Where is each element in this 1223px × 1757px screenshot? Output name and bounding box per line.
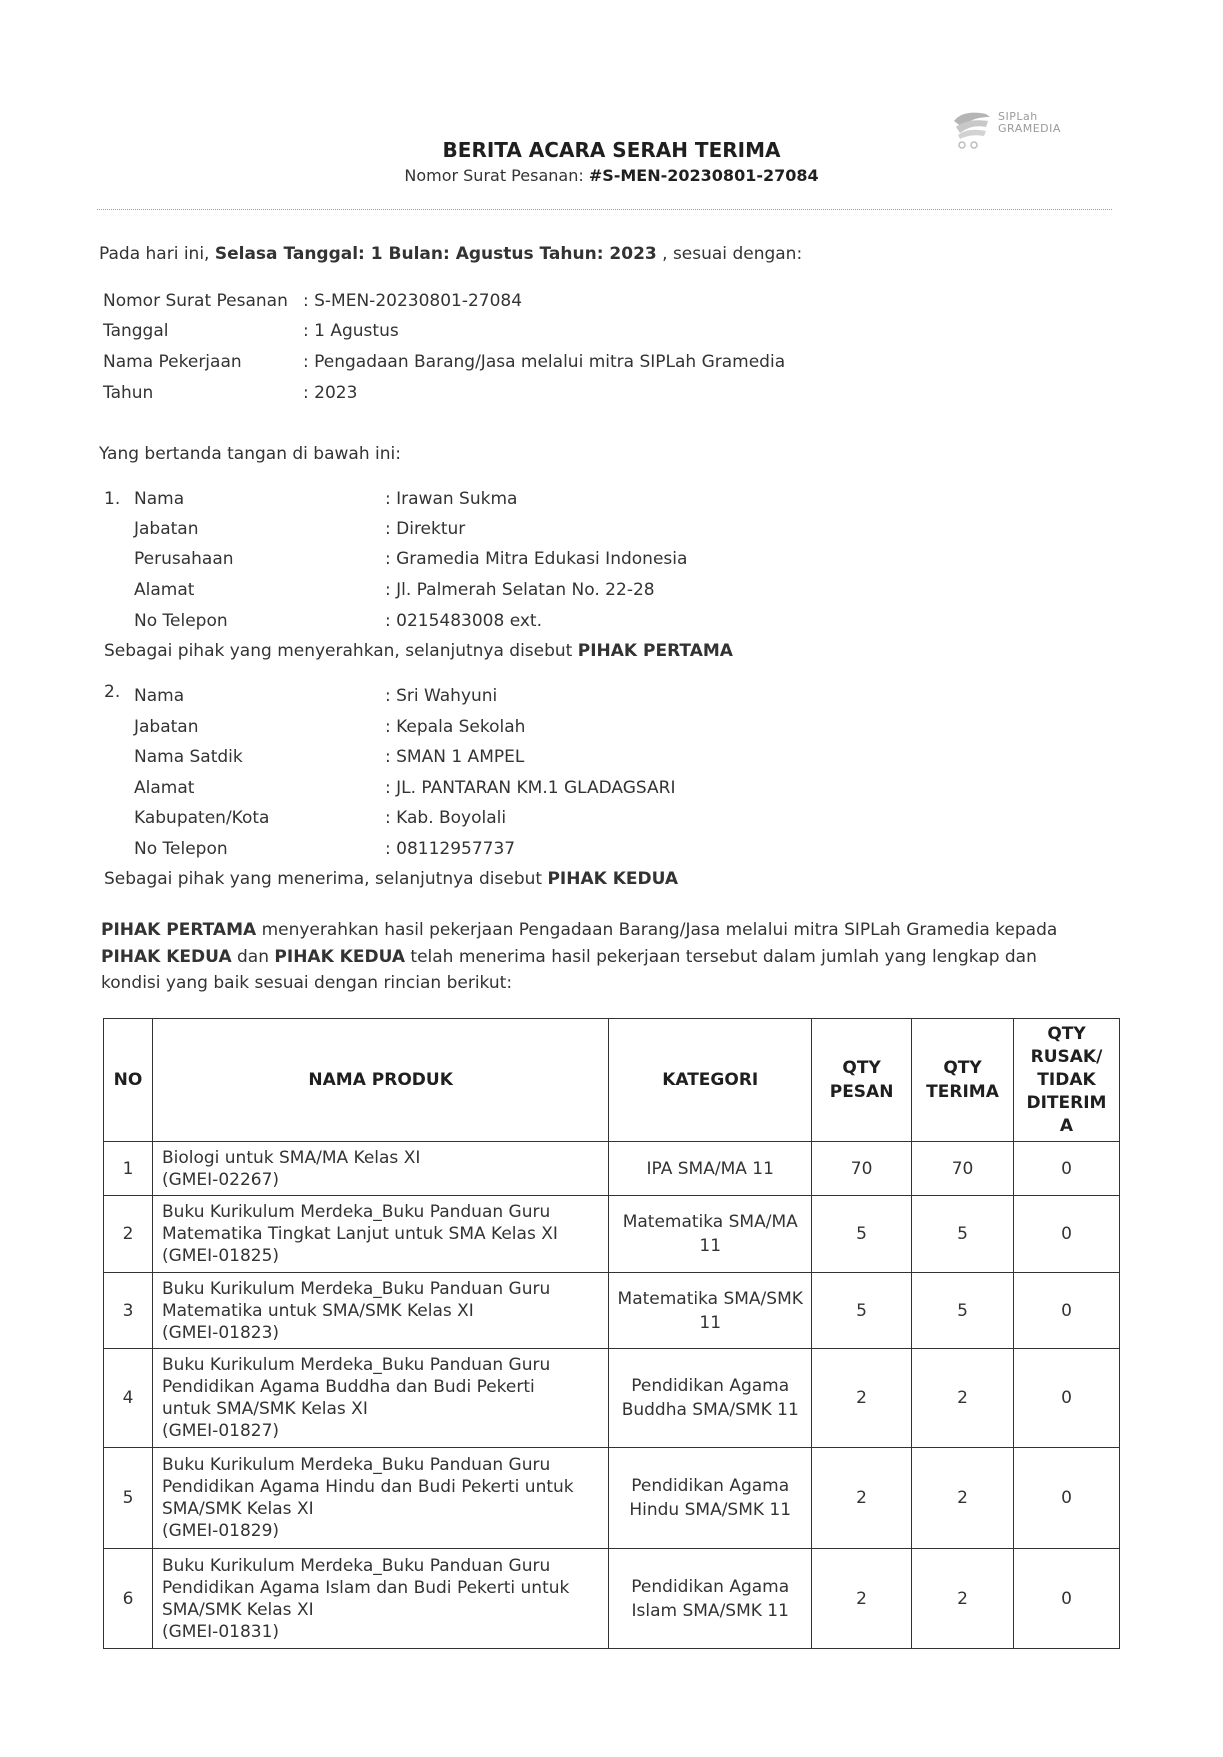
cell-no: 4 [104,1349,153,1448]
cell-product-name [152,1273,608,1349]
table-row [104,1196,1120,1273]
product-code-line: (GMEI-01827) [161,1421,280,1441]
order-info-value: : Pengadaan Barang/Jasa melalui mitra SIPLah Gramedia [303,352,786,372]
product-name-line: Pendidikan Agama Hindu dan Budi Pekerti untuk [161,1477,574,1497]
product-name-line: Buku Kurikulum Merdeka_Buku Panduan Guru [161,1202,551,1222]
product-code-line: (GMEI-01831) [161,1621,280,1642]
cell-product-name [152,1549,608,1649]
cell-product-name [152,1448,608,1549]
party-one-value: : Irawan Sukma [385,489,518,509]
category-line: Hindu SMA/SMK 11 [629,1500,792,1520]
party-two-label: Alamat [134,778,195,798]
cell-qty-order: 2 [812,1349,912,1448]
party-one-designation: PIHAK PERTAMA [577,641,733,661]
cell-category [609,1273,812,1349]
category-line: Pendidikan Agama [631,1476,790,1496]
category-line: 11 [699,1312,722,1333]
party-two-value: : Kab. Boyolali [385,808,507,828]
document-subtitle [0,166,1223,185]
category-line: Matematika SMA/SMK [617,1288,803,1309]
header-qty-received-line: TERIMA [926,1082,999,1102]
header-qty-damaged-line: DITERIM [1026,1092,1107,1113]
cell-qty-order: 70 [812,1142,912,1196]
party-two-value: : SMAN 1 AMPEL [385,747,525,767]
cell-no: 3 [104,1273,153,1349]
cell-qty-received: 2 [912,1549,1014,1649]
party-two-value: : 08112957737 [385,839,516,859]
cell-no: 6 [104,1549,153,1649]
logo-line2: GRAMEDIA [998,122,1061,135]
cell-product-name [152,1349,608,1448]
cell-category [609,1142,812,1196]
cell-category [609,1349,812,1448]
party-one-value: : Jl. Palmerah Selatan No. 22-28 [385,580,655,600]
cell-qty-damaged: 0 [1013,1448,1119,1549]
cell-product-name [152,1142,608,1196]
cell-category [609,1448,812,1549]
product-code-line: (GMEI-01823) [161,1322,280,1343]
intro-date: Selasa Tanggal: 1 Bulan: Agustus Tahun: 2023 [214,244,657,264]
header-no: NO [104,1019,153,1142]
product-name-line: Pendidikan Agama Buddha dan Budi Pekerti [161,1377,535,1397]
cell-qty-order: 2 [812,1448,912,1549]
order-info-value: : S-MEN-20230801-27084 [303,291,523,311]
cell-no: 2 [104,1196,153,1273]
product-name-line: Matematika untuk SMA/SMK Kelas XI [161,1300,474,1321]
category-line: Pendidikan Agama [631,1376,790,1396]
statement-party-two: PIHAK KEDUA [274,947,406,967]
product-code-line: (GMEI-01829) [161,1521,280,1541]
statement-party-one: PIHAK PERTAMA [101,920,257,940]
party-two-label: Nama [134,686,185,706]
statement-line-1 [101,920,1057,940]
order-info-label: Nomor Surat Pesanan [103,291,288,311]
header-qty-order [812,1019,912,1142]
cell-no: 1 [104,1142,153,1196]
cell-qty-damaged: 0 [1013,1273,1119,1349]
cell-category [609,1549,812,1649]
table-header-row [104,1019,1120,1142]
order-info-label: Nama Pekerjaan [103,352,242,372]
category-line: Pendidikan Agama [631,1576,790,1597]
header-category: KATEGORI [609,1019,812,1142]
product-code-line: (GMEI-02267) [161,1169,280,1190]
logo-text [998,111,1061,135]
cell-qty-received: 5 [912,1273,1014,1349]
category-line: Matematika SMA/MA [622,1212,798,1232]
product-name-line: untuk SMA/SMK Kelas XI [161,1399,368,1419]
statement-party-two: PIHAK KEDUA [101,947,232,967]
party-one-value: : 0215483008 ext. [385,611,542,631]
party-two-label: Nama Satdik [134,747,243,767]
cell-qty-received: 5 [912,1196,1014,1273]
cell-qty-received: 2 [912,1448,1014,1549]
category-line: IPA SMA/MA 11 [646,1158,774,1179]
statement-line-2 [101,947,1037,967]
order-info-label: Tahun [103,383,154,403]
category-line: 11 [699,1236,722,1256]
product-name-line: Buku Kurikulum Merdeka_Buku Panduan Guru [161,1278,551,1299]
statement-text: dan [231,947,275,967]
table-row [104,1448,1120,1549]
header-qty-damaged [1013,1019,1119,1142]
header-qty-order-line: QTY [842,1058,881,1078]
cell-qty-order: 5 [812,1273,912,1349]
product-code-line: (GMEI-01825) [161,1246,280,1266]
table-row [104,1349,1120,1448]
logo-line1: SIPLah [998,110,1038,123]
party-one-note [104,641,733,661]
header-product-name: NAMA PRODUK [152,1019,608,1142]
party-one-number: 1. [104,489,121,509]
statement-text: menyerahkan hasil pekerjaan Pengadaan Barang/Jasa melalui mitra SIPLah Gramedia kepada [256,920,1058,940]
product-name-line: SMA/SMK Kelas XI [161,1599,314,1620]
header-qty-received [912,1019,1014,1142]
items-table [103,1018,1120,1649]
cell-qty-order: 2 [812,1549,912,1649]
header-qty-damaged-line: QTY [1047,1023,1086,1044]
party-two-value: : Sri Wahyuni [385,686,498,706]
table-row [104,1549,1120,1649]
order-number: #S-MEN-20230801-27084 [588,166,819,185]
party-one-label: No Telepon [134,611,228,631]
statement-text: telah menerima hasil pekerjaan tersebut dalam jumlah yang lengkap dan [405,947,1037,967]
party-two-label: Jabatan [134,717,199,737]
product-name-line: Pendidikan Agama Islam dan Budi Pekerti untuk [161,1577,570,1598]
cell-product-name [152,1196,608,1273]
party-one-value: : Direktur [385,519,466,539]
statement-line-3: kondisi yang baik sesuai dengan rincian berikut: [101,973,513,993]
intro-prefix: Pada hari ini, [99,244,215,264]
cell-qty-order: 5 [812,1196,912,1273]
cell-qty-damaged: 0 [1013,1196,1119,1273]
table-row [104,1273,1120,1349]
cell-qty-received: 2 [912,1349,1014,1448]
header-qty-received-line: QTY [943,1058,982,1078]
product-name-line: Buku Kurikulum Merdeka_Buku Panduan Guru [161,1355,551,1375]
party-two-value: : Kepala Sekolah [385,717,526,737]
product-name-line: Buku Kurikulum Merdeka_Buku Panduan Guru [161,1555,551,1576]
cell-qty-damaged: 0 [1013,1349,1119,1448]
cell-qty-received: 70 [912,1142,1014,1196]
header-qty-damaged-line: A [1059,1115,1074,1136]
cell-no: 5 [104,1448,153,1549]
party-two-note-text: Sebagai pihak yang menerima, selanjutnya disebut [104,869,548,889]
cell-category [609,1196,812,1273]
order-info-value: : 2023 [303,383,358,403]
product-name-line: Buku Kurikulum Merdeka_Buku Panduan Guru [161,1455,551,1475]
header-qty-damaged-line: RUSAK/ [1030,1046,1103,1067]
product-name-line: SMA/SMK Kelas XI [161,1499,314,1519]
document-title: BERITA ACARA SERAH TERIMA [442,138,781,162]
signers-intro: Yang bertanda tangan di bawah ini: [99,444,401,464]
party-two-number: 2. [104,682,121,702]
party-two-label: No Telepon [134,839,228,859]
cell-qty-damaged: 0 [1013,1142,1119,1196]
product-name-line: Matematika Tingkat Lanjut untuk SMA Kelas XI [161,1224,558,1244]
category-line: Buddha SMA/SMK 11 [621,1400,799,1420]
party-one-label: Alamat [134,580,195,600]
party-one-label: Nama [134,489,185,509]
party-two-label: Kabupaten/Kota [134,808,270,828]
party-one-label: Perusahaan [134,549,234,569]
table-row [104,1142,1120,1196]
party-one-value: : Gramedia Mitra Edukasi Indonesia [385,549,688,569]
party-two-note [104,869,678,889]
order-info-value: : 1 Agustus [303,321,399,341]
product-name-line: Biologi untuk SMA/MA Kelas XI [161,1147,421,1168]
party-one-note-text: Sebagai pihak yang menyerahkan, selanjutnya disebut [104,641,578,661]
category-line: Islam SMA/SMK 11 [631,1600,789,1621]
header-qty-damaged-line: TIDAK [1037,1069,1096,1090]
party-two-designation: PIHAK KEDUA [547,869,679,889]
order-info-label: Tanggal [103,321,169,341]
subtitle-prefix: Nomor Surat Pesanan: [404,166,589,185]
intro-suffix: , sesuai dengan: [656,244,803,264]
header-divider [97,209,1112,210]
cell-qty-damaged: 0 [1013,1549,1119,1649]
header-qty-order-line: PESAN [829,1082,894,1102]
intro-paragraph [99,244,802,264]
party-two-value: : JL. PANTARAN KM.1 GLADAGSARI [385,778,676,798]
party-one-label: Jabatan [134,519,199,539]
